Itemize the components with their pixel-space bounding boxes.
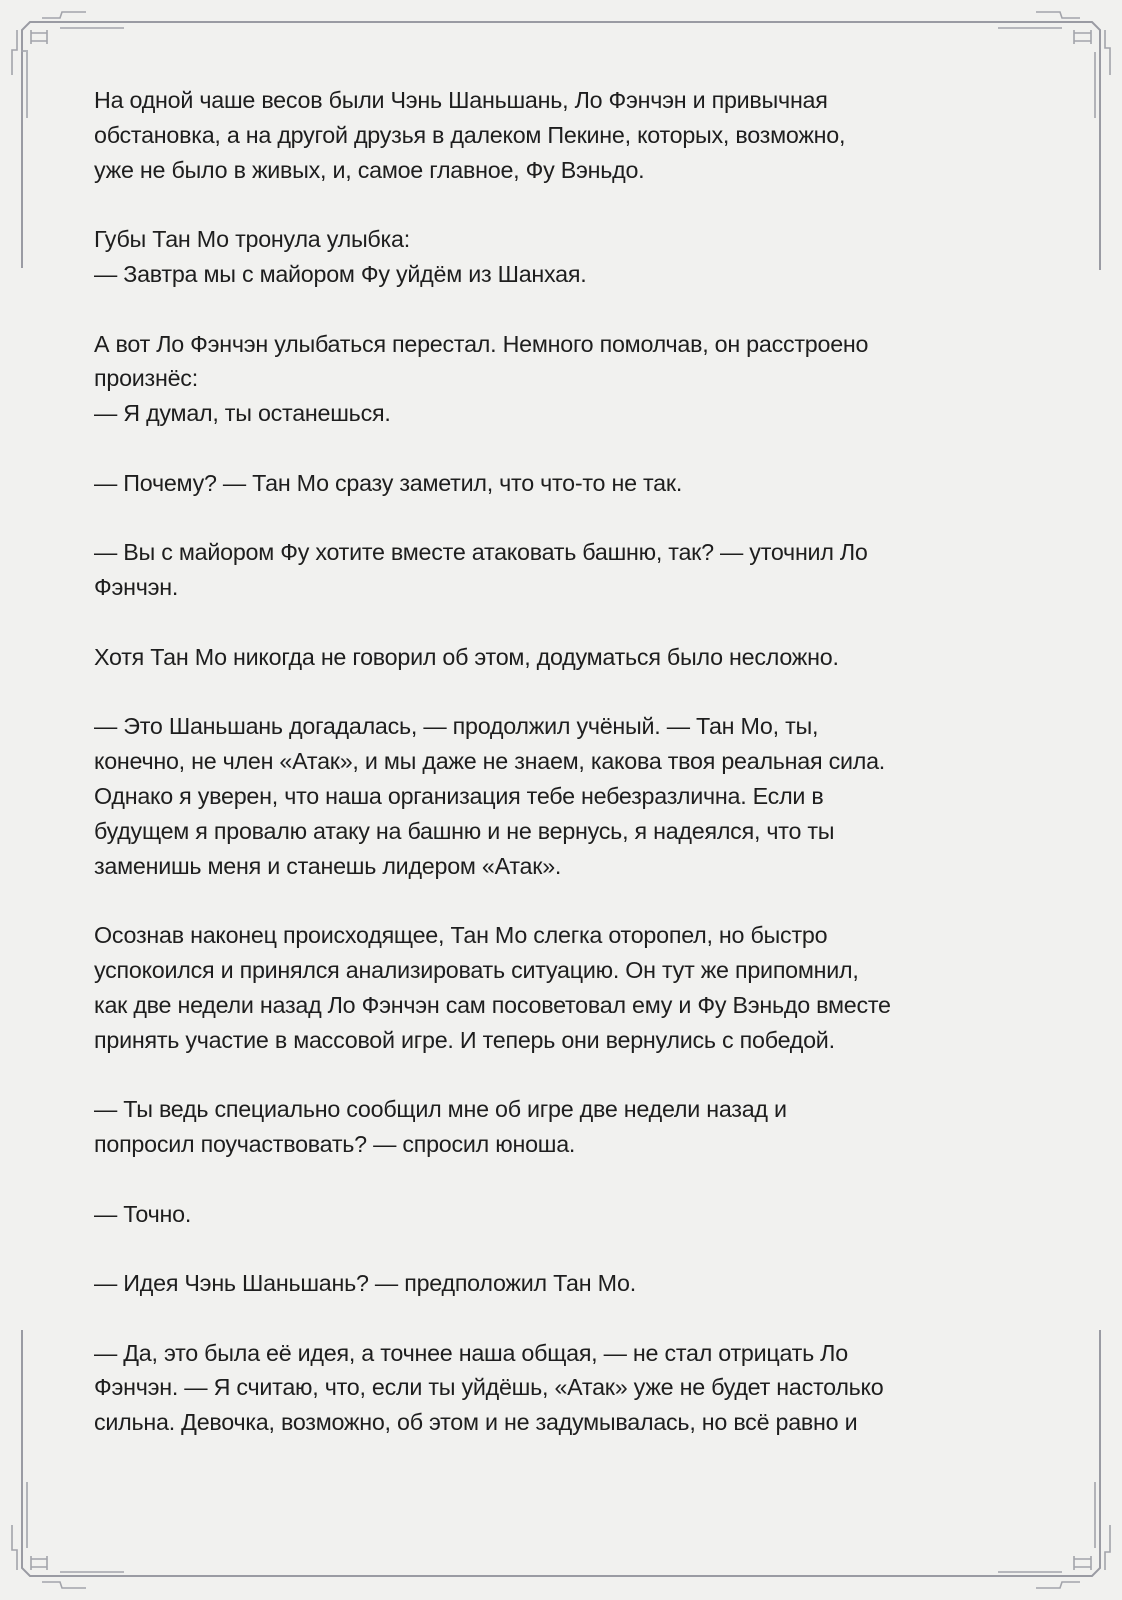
text-line: — Вы с майором Фу хотите вместе атаковать башню, так? — уточнил Ло: [94, 539, 868, 566]
paragraph: [94, 918, 1024, 1057]
text-line: конечно, не член «Атак», и мы даже не знаем, какова твоя реальная сила.: [94, 748, 886, 775]
text-line: На одной чаше весов были Чэнь Шаньшань, Ло Фэнчэн и привычная: [94, 87, 828, 113]
paragraph: [94, 535, 1024, 605]
text-line: произнёс:: [94, 365, 198, 392]
paragraph: [94, 709, 1024, 883]
text-line: попросил поучаствовать? — спросил юноша.: [94, 1130, 576, 1157]
text-line: — Я думал, ты останешься.: [94, 400, 391, 427]
text-line: А вот Ло Фэнчэн улыбаться перестал. Немного помолчав, он расстроено: [94, 330, 869, 357]
text-line: — Идея Чэнь Шаньшань? — предположил Тан Мо.: [94, 1270, 636, 1297]
text-line: уже не было в живых, и, самое главное, Фу Вэньдо.: [94, 156, 645, 183]
text-line: — Да, это была её идея, а точнее наша общая, — не стал отрицать Ло: [94, 1339, 848, 1366]
text-line: Хотя Тан Мо никогда не говорил об этом, додуматься было несложно.: [94, 643, 839, 670]
text-line: успокоился и принялся анализировать ситуацию. Он тут же припомнил,: [94, 956, 859, 983]
text-line: — Завтра мы с майором Фу уйдём из Шанхая.: [94, 260, 587, 287]
corner-ornament-bottom-right: [998, 1482, 1110, 1588]
paragraph: [94, 327, 1024, 431]
text-line: — Это Шаньшань догадалась, — продолжил учёный. — Тан Мо, ты,: [94, 713, 819, 740]
page-body-text: [94, 83, 1024, 1475]
text-line: будущем я провалю атаку на башню и не вернусь, я надеялся, что ты: [94, 817, 835, 844]
text-line: Осознав наконец происходящее, Тан Мо слегка оторопел, но быстро: [94, 922, 828, 949]
text-line: принять участие в массовой игре. И теперь они вернулись с победой.: [94, 1026, 835, 1053]
text-line: Однако я уверен, что наша организация тебе небезразлична. Если в: [94, 782, 824, 809]
text-line: обстановка, а на другой друзья в далеком Пекине, которых, возможно,: [94, 121, 846, 148]
text-line: как две недели назад Ло Фэнчэн сам посоветовал ему и Фу Вэньдо вместе: [94, 991, 891, 1018]
paragraph: [94, 222, 1024, 292]
paragraph: [94, 640, 1024, 675]
text-line: Фэнчэн. — Я считаю, что, если ты уйдёшь, «Атак» уже не будет настолько: [94, 1374, 884, 1401]
text-line: Губы Тан Мо тронула улыбка:: [94, 226, 410, 253]
text-line: сильна. Девочка, возможно, об этом и не задумывалась, но всё равно и: [94, 1409, 858, 1436]
paragraph: [94, 1336, 1024, 1440]
text-line: заменишь меня и станешь лидером «Атак».: [94, 852, 562, 879]
paragraph: [94, 466, 1024, 501]
text-line: — Почему? — Тан Мо сразу заметил, что что-то не так.: [94, 469, 683, 496]
text-line: — Ты ведь специально сообщил мне об игре две недели назад и: [94, 1096, 787, 1123]
corner-ornament-bottom-left: [12, 1482, 124, 1588]
text-line: Фэнчэн.: [94, 574, 179, 601]
paragraph: [94, 1197, 1024, 1232]
paragraph: [94, 83, 1024, 187]
paragraph: [94, 1266, 1024, 1301]
paragraph: [94, 1092, 1024, 1162]
text-line: — Точно.: [94, 1200, 192, 1227]
